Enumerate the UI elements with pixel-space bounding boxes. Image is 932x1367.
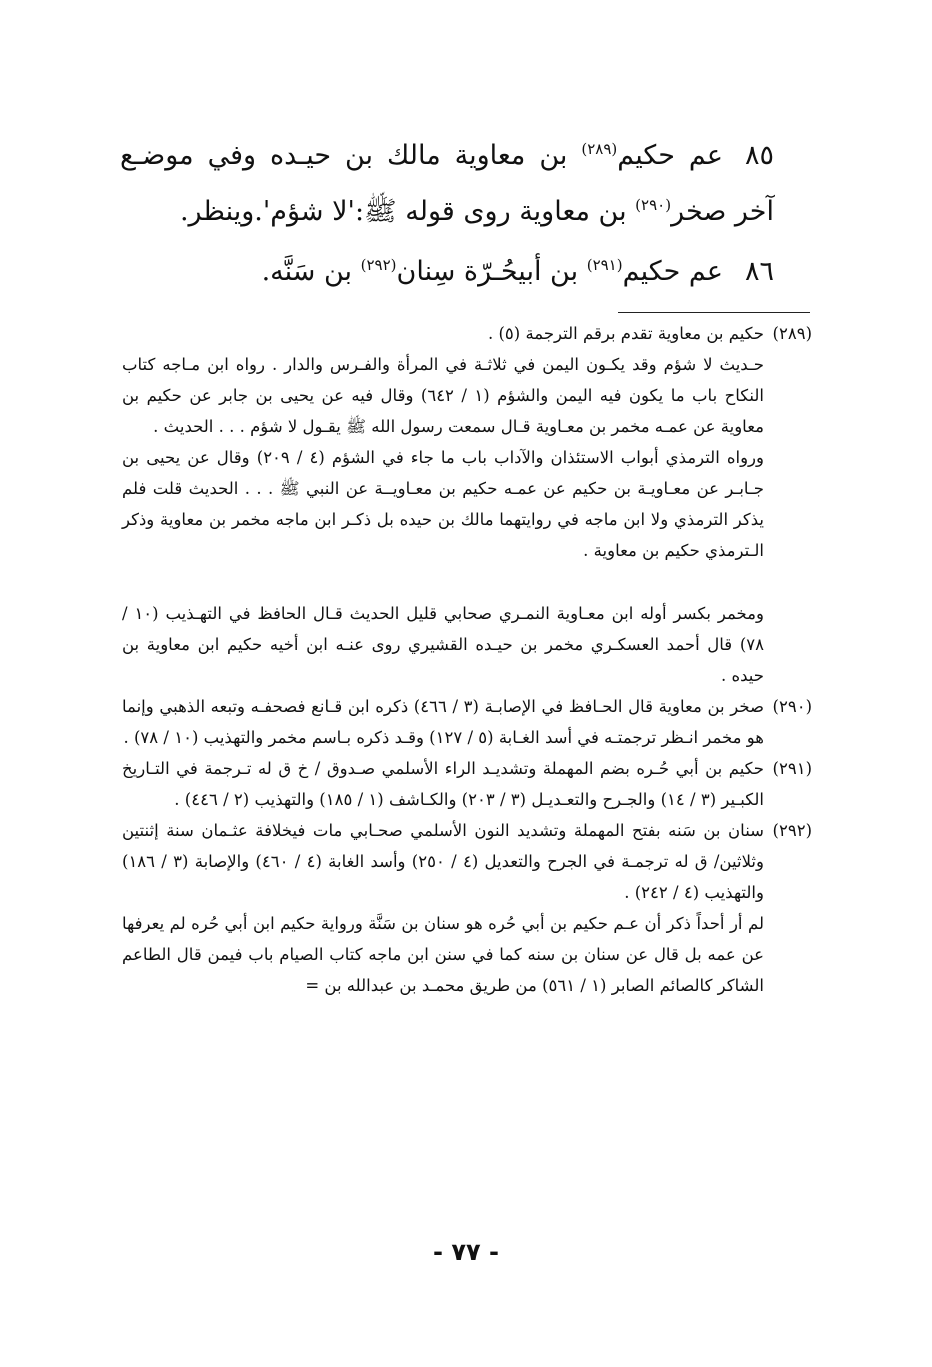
entry-text: عم حكيم: [617, 140, 723, 171]
footnote-291: [122, 753, 810, 815]
footnote-ref[interactable]: (٢٩١): [586, 256, 623, 274]
footnote-paragraph: حكيم بن معاوية تقدم برقم الترجمة (٥) .: [487, 324, 764, 343]
footnote-paragraph: صخر بن معاوية قال الحـافظ في الإصابـة (٣ / ٤٦٦) ذكره ابن قـانع فصحفـه وتبعه الذهبي وإنما هو مخمر انـظر ترجمتـه في أسد الغـابة (٥ / ١٢٧) وقـد ذكره بـاسم مخمر والتهذيب (١٠ / ٧٨) .: [122, 697, 764, 747]
footnote-292: [122, 815, 810, 1001]
entry-text: بن معاوية روى قوله ﷺ:'لا شؤم'.وينظر.: [179, 196, 636, 227]
footnote-number: (٢٨٩): [772, 324, 812, 343]
main-text: [120, 128, 810, 300]
page-number: - ٧٧ -: [433, 1238, 499, 1266]
entry-text: بن أبيحُـرّة سِنان: [396, 256, 587, 287]
entry-86: [120, 244, 810, 300]
footnote-number: (٢٩٢): [772, 821, 812, 840]
paragraph-gap: [122, 566, 764, 598]
footnotes: [122, 318, 810, 1001]
footnote-number: (٢٩١): [772, 759, 812, 778]
footnote-number: (٢٩٠): [772, 697, 812, 716]
entry-text: بن معاوية مالك بن حيـده وفي موضـع آخر صخر: [120, 140, 774, 227]
entry-number: ٨٥: [744, 140, 774, 171]
footnote-289: [122, 318, 810, 691]
footnote-290: [122, 691, 810, 753]
footnote-paragraph: ورواه الترمذي أبواب الاستئذان والآداب باب ما جاء في الشؤم (٤ / ٢٠٩) وقال عن يحيى بن جـابـر عن معـاويـة بن حكيم عن عمـه حكيم بن معـاويــة عن النبي ﷺ . . . الحديث قلت فلم يذكر الترمذي ولا ابن ماجه في روايتهما مالك بن حيده بل ذكـر ابن ماجه مخمر بن معاوية وذكر الـترمذي حكيم بن معاوية .: [122, 448, 764, 560]
footnote-ref[interactable]: (٢٨٩): [581, 140, 618, 158]
entry-number: ٨٦: [744, 256, 774, 287]
footnote-divider: [618, 312, 810, 313]
footnote-paragraph: لم أر أحداً ذكر أن عـم حكيم بن أبي حُره هو سنان بن سَنَّة ورواية حكيم ابن أبي حُره لم يعرفها عن عمه بل قال عن سنان بن سنه كما في سنن ابن ماجه كتاب الصيام باب فيمن قال الطاعم الشاكر كالصائم الصابر (١ / ٥٦١) من طريق محمـد بن عبدالله بن =: [122, 914, 764, 995]
footnote-paragraph: حـديث لا شؤم وقد يكـون اليمن في ثلاثـة في المرأة والفـرس والدار . رواه ابن مـاجه كتاب النكاح باب ما يكون فيه اليمن والشؤم (١ / ٦٤٢) وقال فيه عن يحيى بن جابر عن حكيم بن معاوية عن عمـه مخمر بن معـاوية قـال سمعت رسول الله ﷺ يقـول لا شؤم . . . الحديث .: [122, 355, 764, 436]
entry-text: بن سَنَّه.: [261, 256, 361, 287]
footnote-ref[interactable]: (٢٩٠): [635, 196, 672, 214]
entry-85: [120, 128, 810, 240]
footnote-paragraph: ومخمر بكسر أوله ابن معـاوية النمـري صحابي قليل الحديث قـال الحافظ في التهـذيب (١٠ / ٧٨) قال أحمد العسكـري مخمر بن حيـده القشيري روى عنـه ابن أخيه حكيم ابن معاوية بن حيده .: [122, 604, 764, 685]
entry-text: عم حكيم: [622, 256, 723, 287]
footnote-ref[interactable]: (٢٩٢): [360, 256, 397, 274]
footnote-paragraph: حكيم بن أبي حُـره بضم المهملة وتشديـد الراء الأسلمي صـدوق / خ ق له تـرجمة في التـاريخ الكبـير (٣ / ١٤) والجـرح والتعـديـل (٣ / ٢٠٣) والكـاشف (١ / ١٨٥) والتهذيب (٢ / ٤٤٦) .: [122, 759, 764, 809]
footnote-paragraph: سنان بن سَنه بفتح المهملة وتشديد النون الأسلمي صحـابي مات فيخلافة عثـمان سنة إثنتين وثلاثين/ ق له ترجمـة في الجرح والتعديل (٤ / ٢٥٠) وأسد الغابة (٤ / ٤٦٠) والإصابة (٣ / ١٨٦) والتهذيب (٤ / ٢٤٢) .: [122, 821, 764, 902]
